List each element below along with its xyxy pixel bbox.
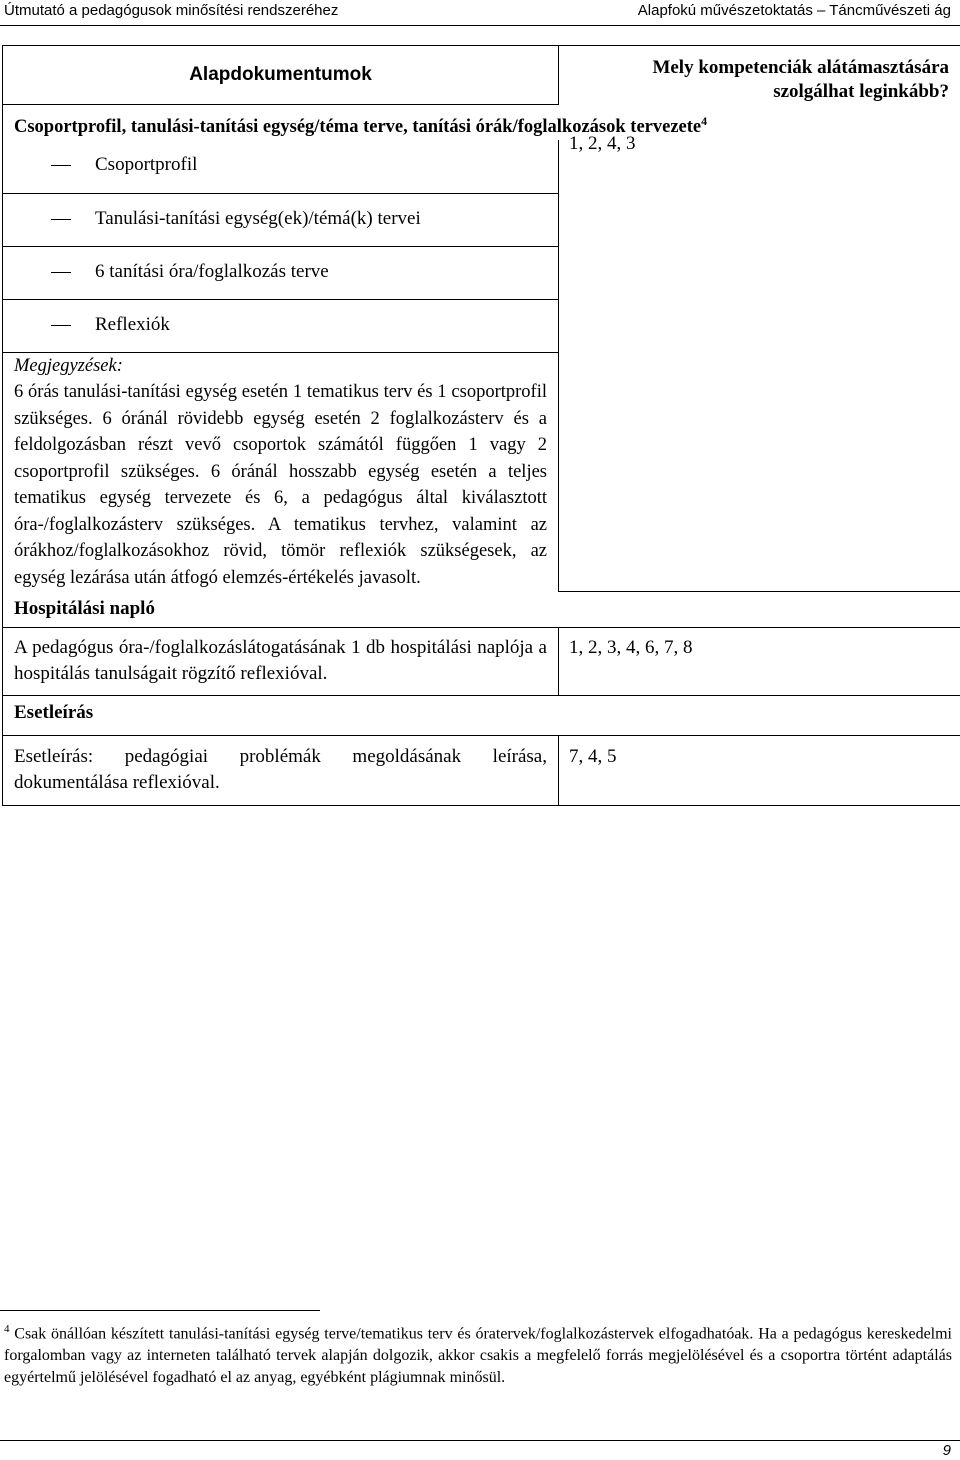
section1-title-text: Csoportprofil, tanulási-tanítási egység/téma terve, tanítási órák/foglalkozások tervezete xyxy=(14,116,702,137)
section3-text: Esetleírás: pedagógiai problémák megoldásának leírása, dokumentálása reflexióval. xyxy=(3,735,559,805)
footnote-separator xyxy=(0,1310,320,1311)
documents-table xyxy=(2,45,960,806)
section2-text: A pedagógus óra-/foglalkozáslátogatásának 1 db hospitálási naplója a hospitálás tanulságait rögzítő reflexióval. xyxy=(3,627,559,695)
footnote-ref: 4 xyxy=(701,113,708,128)
dash-icon xyxy=(51,272,71,273)
item-6-ora xyxy=(3,246,559,299)
dash-icon xyxy=(51,165,71,166)
col2-header: Mely kompetenciák alátámasztására szolgálhat leginkább? xyxy=(559,46,960,105)
section2-title: Hospitálási napló xyxy=(3,591,960,627)
footer-rule xyxy=(0,1440,960,1441)
header-rule xyxy=(0,25,960,26)
section2-row xyxy=(3,627,960,695)
footnote xyxy=(4,1318,952,1389)
section2-competencies: 1, 2, 3, 4, 6, 7, 8 xyxy=(559,627,960,695)
notes-text: 6 órás tanulási-tanítási egység esetén 1 tematikus terv és 1 csoportprofil szükséges. 6 óránál rövidebb egység esetén 2 foglalkozásterv és a feldolgozásban részt vevő csoportok számától függően 1 vagy 2 csoportprofil szükséges. 6 óránál hosszabb egység esetén a teljes tematikus egység tervezete és 6, a pedagógus által kiválasztott óra-/foglalkozásterv szükséges. A tematikus tervhez, valamint az órákhoz/foglalkozásokhoz rövid, tömör reflexiók szükségesek, az egység lezárása után átfogó elemzés-értékelés javasolt. xyxy=(14,382,547,588)
dash-icon xyxy=(51,325,71,326)
header-right-title: Alapfokú művészetoktatás – Táncművészeti ág xyxy=(637,2,951,19)
notes-label: Megjegyzések: xyxy=(14,355,123,376)
dash-icon xyxy=(51,219,71,220)
section3-title: Esetleírás xyxy=(3,695,960,735)
item-csoportprofil xyxy=(3,140,559,193)
page-header xyxy=(0,0,960,28)
section3-competencies: 7, 4, 5 xyxy=(559,735,960,805)
col1-header: Alapdokumentumok xyxy=(3,46,559,105)
section1-competencies-cell xyxy=(559,133,960,591)
item-tervei xyxy=(3,193,559,246)
section3-row xyxy=(3,735,960,805)
item-reflexiok xyxy=(3,299,559,352)
item-label: 6 tanítási óra/foglalkozás terve xyxy=(95,260,329,282)
section1-competencies: 1, 2, 4, 3 xyxy=(569,133,636,154)
section3-title-row xyxy=(3,695,960,735)
table-header-row xyxy=(3,46,960,105)
item-label: Csoportprofil xyxy=(95,154,198,175)
item-label: Reflexiók xyxy=(95,313,170,335)
notes-cell xyxy=(3,352,559,591)
list-item xyxy=(3,140,960,193)
section2-title-row xyxy=(3,591,960,627)
footnote-text: Csak önállóan készített tanulási-tanítási egység terve/tematikus terv és óratervek/foglalkozástervek elfogadhatóak. Ha a pedagógus kereskedelmi forgalomban vagy az interneten található tervek alapján dolgozik, akkor csakis a megfelelő forrás megjelölésével és a csoportra történt adaptálás egyértelmű jelölésével fogadható el az anyag, egyébként plágiumnak minősül. xyxy=(4,1325,952,1387)
item-label: Tanulási-tanítási egység(ek)/témá(k) tervei xyxy=(95,207,421,229)
header-left-title: Útmutató a pedagógusok minősítési rendszeréhez xyxy=(4,2,339,19)
page-number: 9 xyxy=(942,1442,951,1459)
footnote-number: 4 xyxy=(4,1323,10,1335)
